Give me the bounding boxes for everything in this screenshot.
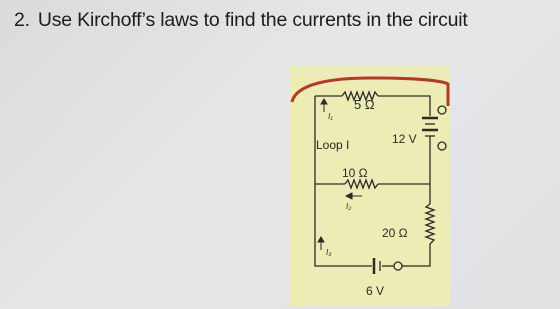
label-battery-12v: 12 V xyxy=(392,132,417,146)
label-i2: I₂ xyxy=(346,202,352,211)
label-battery-6v: 6 V xyxy=(366,284,385,298)
label-i3: I₃ xyxy=(326,248,332,257)
resistor-10-ohm xyxy=(345,180,378,188)
question-body: Use Kirchoff’s laws to find the currents in the circuit xyxy=(37,9,468,31)
label-r1: 5 Ω xyxy=(354,97,375,112)
battery-12v xyxy=(422,118,438,136)
circuit-figure xyxy=(290,66,450,306)
label-loop: Loop I xyxy=(316,138,350,152)
question-text xyxy=(14,8,554,32)
battery-6v xyxy=(374,258,380,274)
label-i1: I₁ xyxy=(328,112,333,121)
resistor-20-ohm xyxy=(426,204,434,244)
label-r2: 10 Ω xyxy=(342,166,368,180)
question-number: 2. xyxy=(14,9,30,31)
label-r3: 20 Ω xyxy=(382,226,408,240)
